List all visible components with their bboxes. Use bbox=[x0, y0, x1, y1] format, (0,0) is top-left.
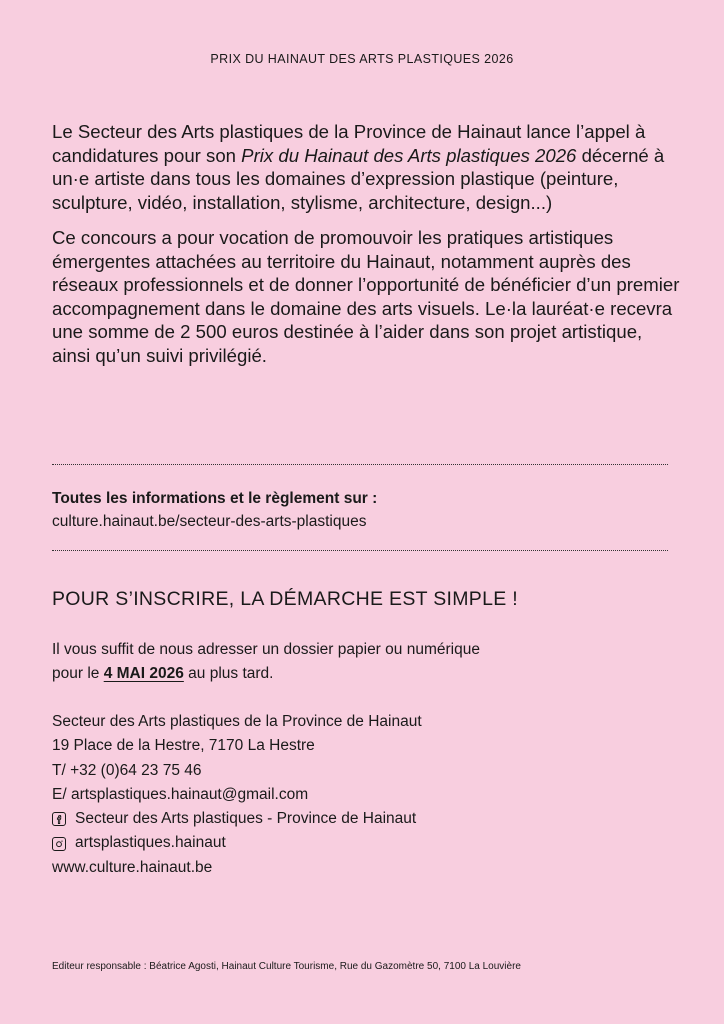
intro-p1-start: Le Secteur des Arts plastiques de la Province de Hainaut lance l’appel à candidatures pour son bbox=[52, 121, 646, 166]
registration-instructions bbox=[52, 638, 480, 686]
contact-phone: T/ +32 (0)64 23 75 46 bbox=[52, 761, 202, 779]
page-title: PRIX DU HAINAUT DES ARTS PLASTIQUES 2026 bbox=[210, 52, 514, 66]
intro-text bbox=[52, 120, 682, 379]
registration-title: POUR S’INSCRIRE, LA DÉMARCHE EST SIMPLE ! bbox=[52, 588, 518, 610]
dotted-divider-top bbox=[52, 464, 668, 465]
instagram-icon bbox=[52, 837, 66, 851]
info-block bbox=[52, 487, 377, 533]
instagram-label: artsplastiques.hainaut bbox=[75, 834, 226, 852]
prize-name: Prix du Hainaut des Arts plastiques 2026 bbox=[241, 144, 577, 166]
contact-address: 19 Place de la Hestre, 7170 La Hestre bbox=[52, 737, 315, 755]
website-link[interactable]: www.culture.hainaut.be bbox=[52, 858, 213, 876]
contact-name: Secteur des Arts plastiques de la Province de Hainaut bbox=[52, 713, 422, 730]
facebook-row[interactable] bbox=[52, 807, 422, 831]
contact-email[interactable]: E/ artsplastiques.hainaut@gmail.com bbox=[52, 785, 309, 803]
info-lead: Toutes les informations et le règlement sur : bbox=[52, 490, 378, 507]
info-url-link[interactable]: culture.hainaut.be/secteur-des-arts-plastiques bbox=[52, 513, 367, 530]
facebook-label: Secteur des Arts plastiques - Province de Hainaut bbox=[75, 810, 417, 828]
instagram-row[interactable] bbox=[52, 831, 422, 855]
intro-paragraph-2: Ce concours a pour vocation de promouvoir les pratiques artistiques émergentes attachées au territoire du Hainaut, notamment auprès des réseaux professionnels et de donner l’opportunité de bénéficier d’un premier accompagnement dans le domaine des arts visuels. Le·la lauréat·e recevra une somme de 2 500 euros destinée à l’aider dans son projet artistique, ainsi qu’un suivi privilégié. bbox=[52, 227, 680, 366]
facebook-icon bbox=[52, 812, 66, 826]
deadline-date: 4 MAI 2026 bbox=[103, 665, 184, 682]
registration-line-1: Il vous suffit de nous adresser un dossier papier ou numérique bbox=[52, 641, 480, 658]
dotted-divider-bottom bbox=[52, 550, 668, 551]
intro-p1-end: décerné à un·e artiste dans tous les domaines d’expression plastique (peinture, sculpture, vidéo, installation, stylisme, architecture, design...) bbox=[52, 144, 665, 213]
publisher-credit: Editeur responsable : Béatrice Agosti, Hainaut Culture Tourisme, Rue du Gazomètre 50, 7100 La Louvière bbox=[52, 961, 521, 972]
registration-line-2-start: pour le bbox=[52, 665, 104, 682]
contact-block bbox=[52, 710, 422, 880]
registration-line-2-end: au plus tard. bbox=[183, 665, 274, 682]
registration-line-2 bbox=[52, 662, 480, 686]
intro-paragraph-1 bbox=[52, 120, 682, 214]
